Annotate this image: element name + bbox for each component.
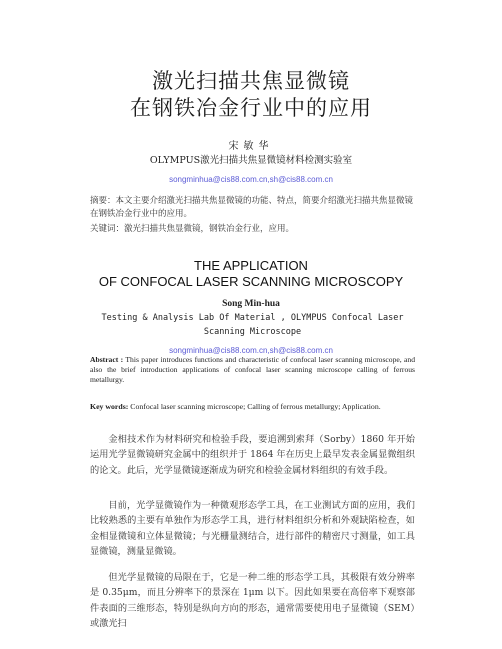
abstract-en-text: This paper introduces functions and characteristic of confocal laser scanning microscope, and also the brief introduction applications of confocal laser scanning microscope calling of ferrous metallurgy. (90, 355, 415, 384)
affiliation-cn: OLYMPUS激光扫描共焦显微镜材料检测实验室 (149, 155, 353, 166)
body-paragraph-2: 目前，光学显微镜作为一种微观形态学工具，在工业测试方面的应用，我们比较熟悉的主要有单独作为形态学工具，进行材料组织分析和外观缺陷检查，如金相显微镜和立体显微镜；与光栅量测结合，进行部件的精密尺寸测量，如工具显微镜，测量显微镜。 (90, 500, 415, 558)
body-paragraph-1: 金相技术作为材料研究和检验手段，要追溯到索拜（Sorby）1860 年开始运用光学显微镜研究金属中的组织并于 1864 年在历史上最早发表金属显微组织的论文。此后，光学显微镜逐渐成为研究和检验金属材料组织的有效手段。 (90, 434, 415, 476)
email-link-en[interactable]: songminhua@cis88.com.cn,sh@cis88.com.cn (169, 346, 333, 355)
abstract-en (90, 355, 415, 385)
abstract-cn: 摘要：本文主要介绍激光扫描共焦显微镜的功能、特点，简要介绍激光扫描共焦显微镜在钢铁冶金行业中的应用。 (90, 196, 414, 219)
email-cn-container (0, 167, 502, 186)
title-en-line2: OF CONFOCAL LASER SCANNING MICROSCOPY (98, 274, 404, 289)
title-cn-line2: 在钢铁冶金行业中的应用 (130, 96, 372, 120)
email-link-cn[interactable]: songminhua@cis88.com.cn,sh@cis88.com.cn (169, 175, 333, 184)
author-cn: 宋敏华 (228, 141, 274, 152)
title-en-line1: THE APPLICATION (194, 258, 308, 273)
body-paragraph-3: 但光学显微镜的局限在于，它是一种二维的形态学工具，其极限有效分辨率是 0.35μm，而且分辨率下的景深在 1μm 以下。因此如果要在高倍率下观察部件表面的三维形态，特别是纵向方向的形态，通常需要使用电子显微镜（SEM）或激光扫 (90, 572, 415, 630)
title-cn-line1: 激光扫描共焦显微镜 (152, 69, 350, 93)
keywords-cn: 关键词：激光扫描共焦显微镜，钢铁冶金行业，应用。 (90, 224, 295, 234)
keywords-en-label: Key words: (90, 402, 129, 411)
affiliation-en: Testing & Analysis Lab Of Material , OLYMPUS Confocal Laser Scanning Microscope (101, 313, 404, 337)
keywords-en-text: Confocal laser scanning microscope; Calling of ferrous metallurgy; Application. (128, 402, 381, 411)
author-en: Song Min-hua (222, 299, 280, 309)
keywords-en (90, 402, 415, 412)
abstract-en-label: Abstract : (90, 355, 124, 364)
